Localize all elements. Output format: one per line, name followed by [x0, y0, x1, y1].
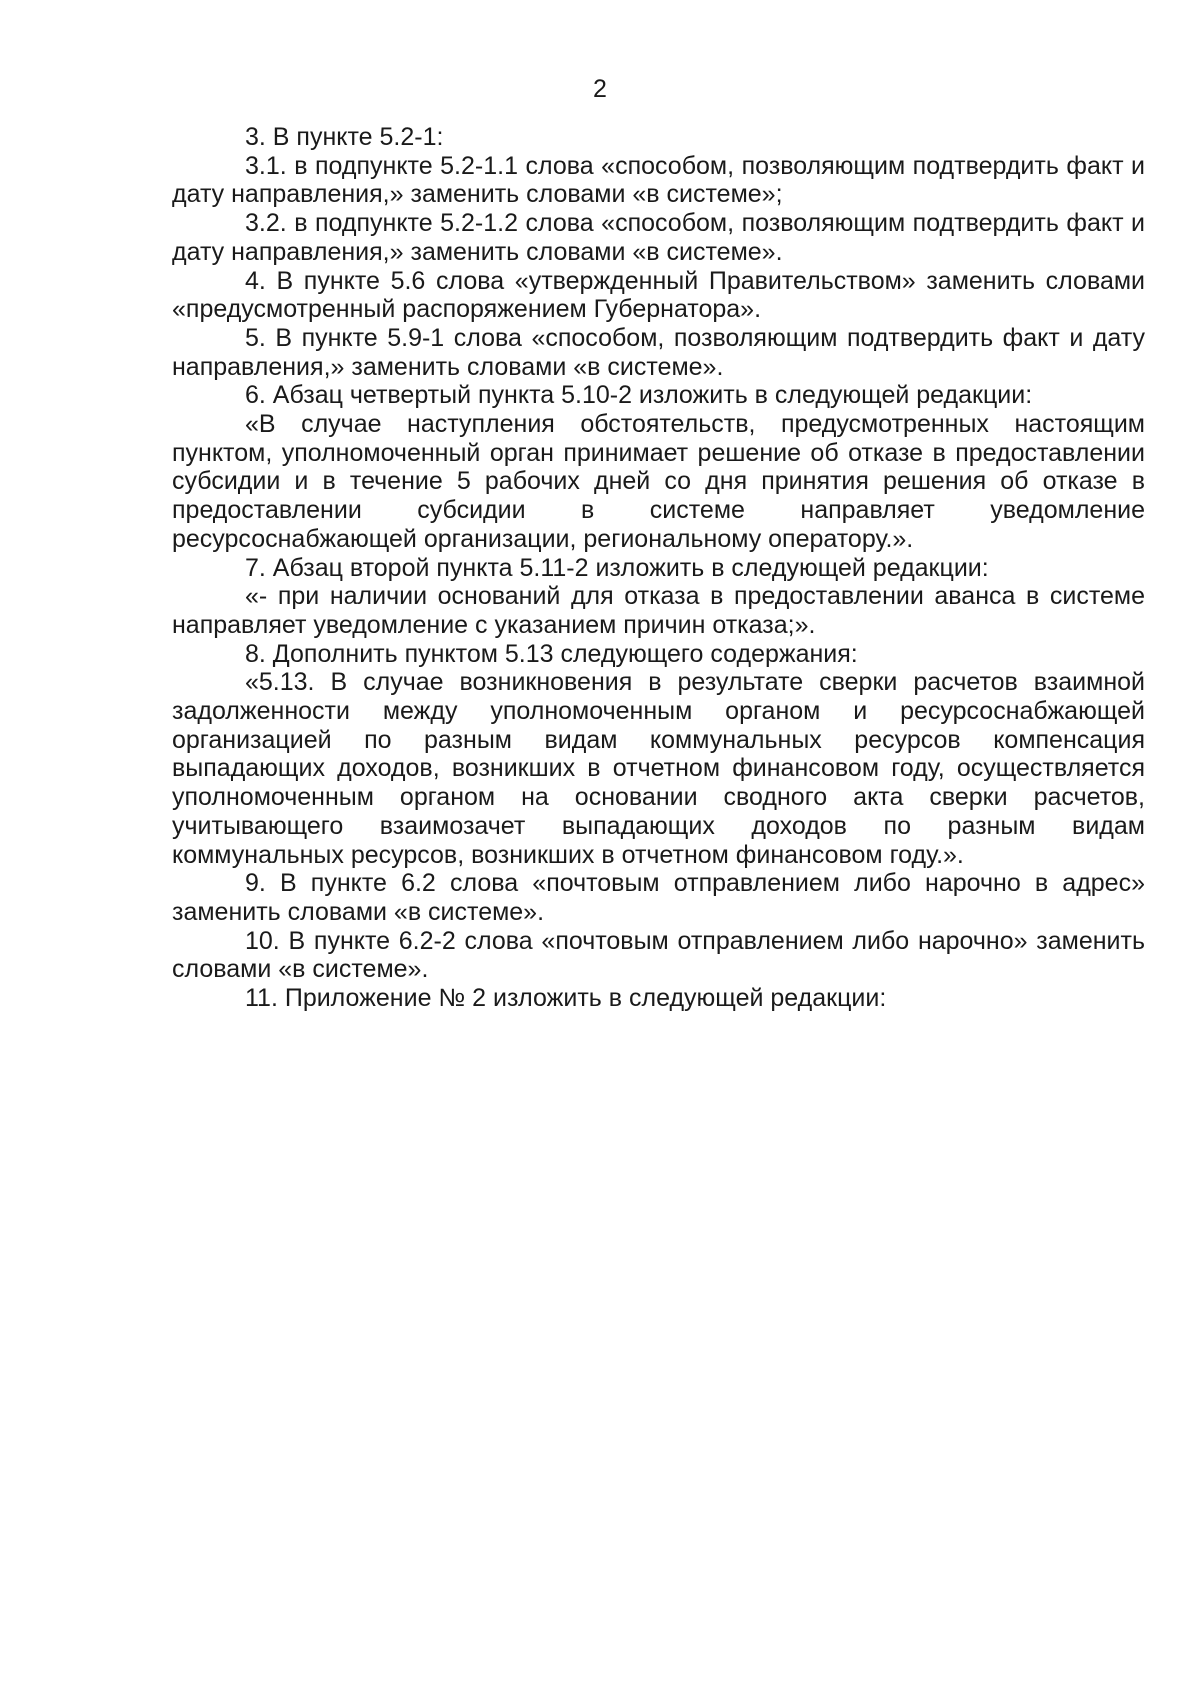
- page-number: 2: [593, 75, 607, 103]
- paragraph: 11. Приложение № 2 изложить в следующей редакции:: [245, 984, 887, 1013]
- paragraph: «- при наличии оснований для отказа в предоставлении аванса в системе направляет уведомление с указанием причин отказа;».: [172, 582, 1145, 639]
- paragraph: 3.1. в подпункте 5.2-1.1 слова «способом, позволяющим подтвердить факт и дату направления,» заменить словами «в системе»;: [172, 151, 1145, 209]
- paragraph: 10. В пункте 6.2-2 слова «почтовым отправлением либо нарочно» заменить словами «в системе».: [172, 926, 1145, 984]
- paragraph: 8. Дополнить пунктом 5.13 следующего содержания:: [245, 639, 858, 668]
- paragraph: 4. В пункте 5.6 слова «утвержденный Правительством» заменить словами «предусмотренный распоряжением Губернатора».: [172, 266, 1145, 324]
- paragraph: 6. Абзац четвертый пункта 5.10-2 изложить в следующей редакции:: [245, 381, 1033, 410]
- paragraph: «5.13. В случае возникновения в результате сверки расчетов взаимной задолженности между уполномоченным органом и ресурсоснабжающей организацией по разным видам коммунальных ресурсов компенсация выпадающих доходов, возникших в отчетном финансовом году, осуществляется уполномоченным органом на основании сводного акта сверки расчетов, учитывающего взаимозачет выпадающих доходов по разным видам коммунальных ресурсов, возникших в отчетном финансовом году.».: [172, 668, 1145, 869]
- paragraph: 3. В пункте 5.2-1:: [245, 123, 444, 151]
- document-body: [172, 123, 1145, 1013]
- paragraph: 5. В пункте 5.9-1 слова «способом, позволяющим подтвердить факт и дату направления,» заменить словами «в системе».: [172, 323, 1145, 381]
- paragraph: 9. В пункте 6.2 слова «почтовым отправлением либо нарочно в адрес» заменить словами «в системе».: [172, 869, 1145, 926]
- paragraph: 3.2. в подпункте 5.2-1.2 слова «способом, позволяющим подтвердить факт и дату направления,» заменить словами «в системе».: [172, 209, 1145, 266]
- paragraph: 7. Абзац второй пункта 5.11-2 изложить в следующей редакции:: [245, 553, 989, 582]
- paragraph: «В случае наступления обстоятельств, предусмотренных настоящим пунктом, уполномоченный орган принимает решение об отказе в предоставлении субсидии и в течение 5 рабочих дней со дня принятия решения об отказе в предоставлении субсидии в системе направляет уведомление ресурсоснабжающей организации, региональному оператору.».: [172, 410, 1145, 553]
